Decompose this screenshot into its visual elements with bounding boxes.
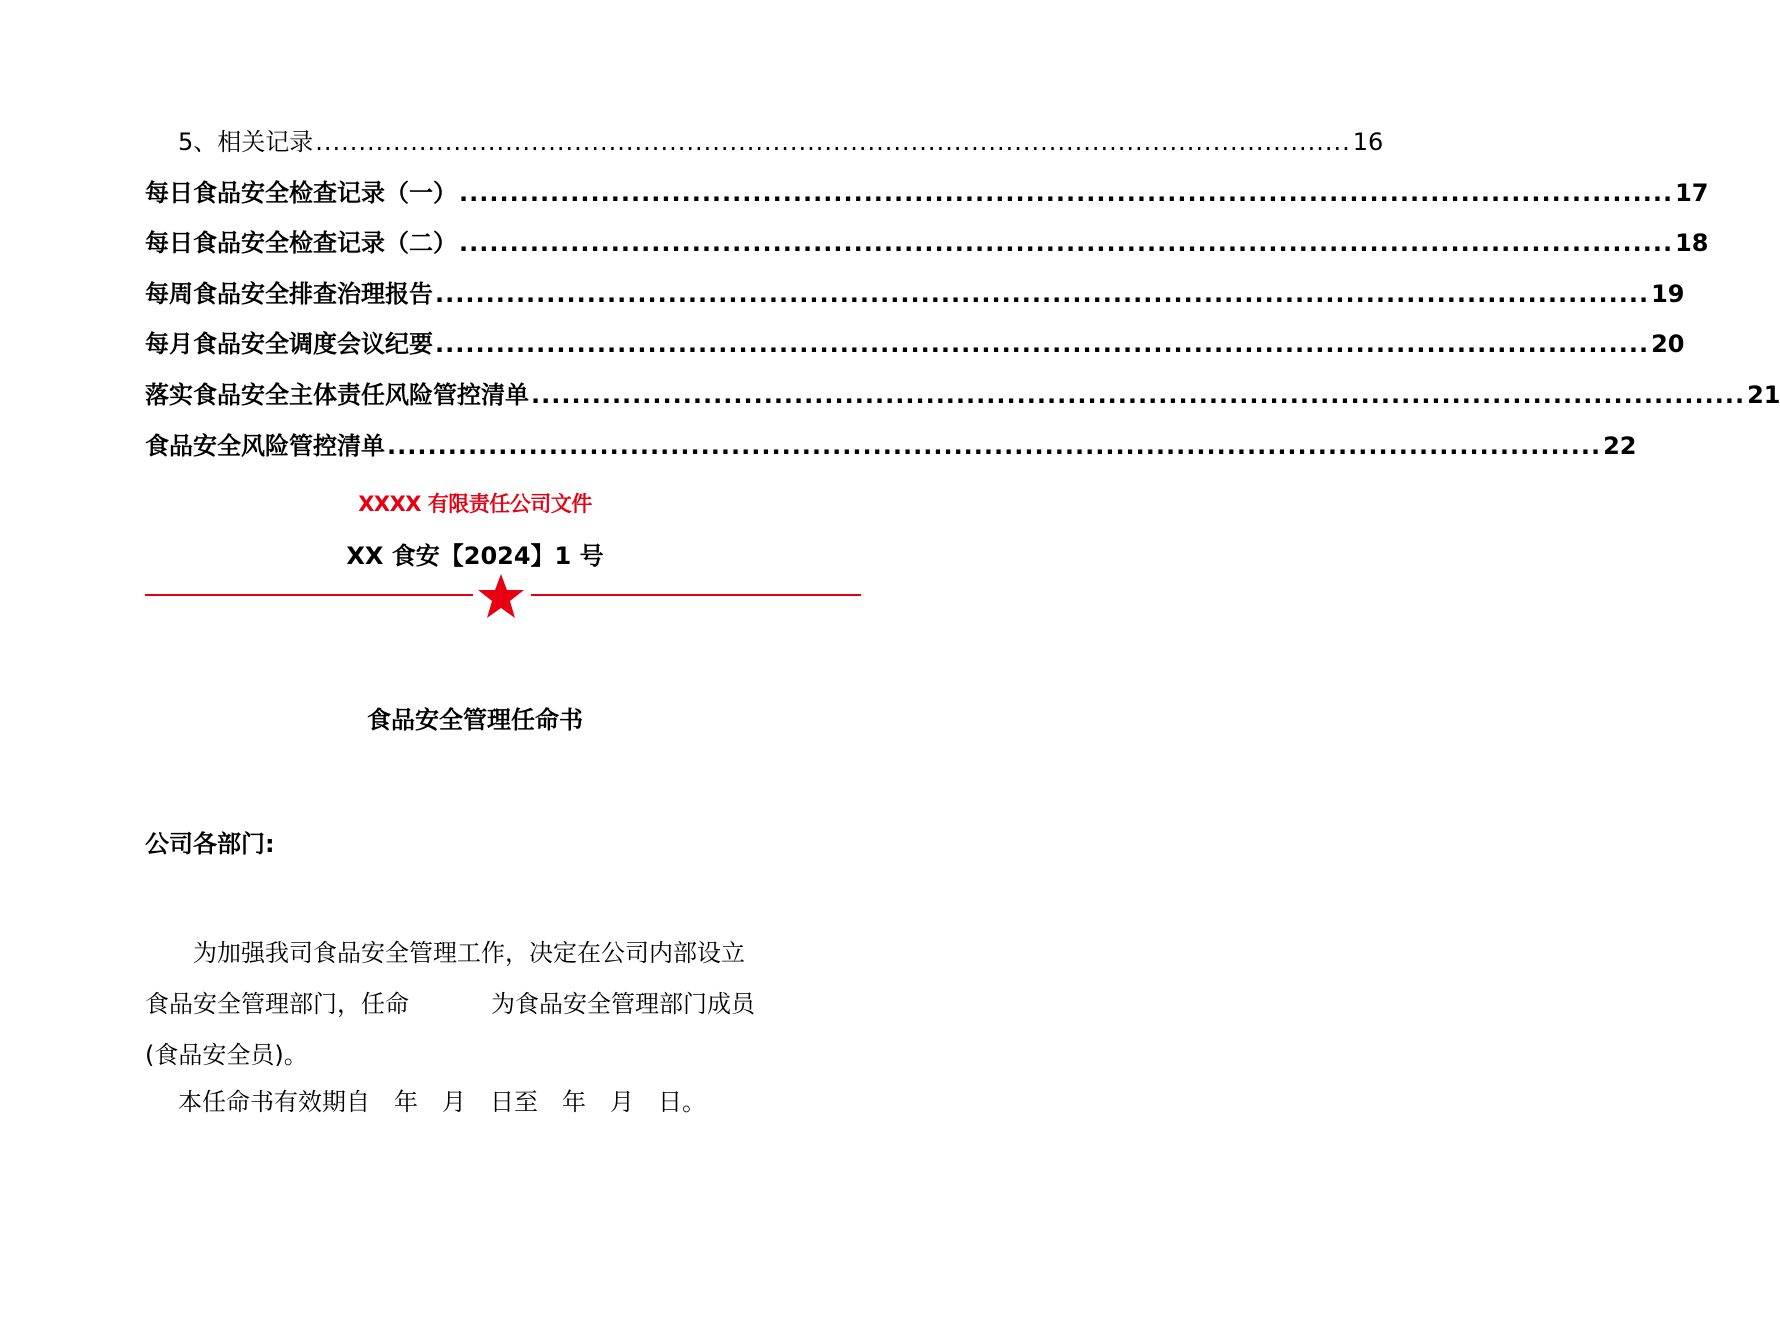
toc-entry[interactable] — [145, 274, 1685, 325]
paragraph-text-1: 为加强我司食品安全管理工作，决定在公司内部设立 — [193, 939, 745, 967]
toc-entry-page: 19 — [1651, 279, 1685, 308]
toc-entry-label: 5、相关记录 — [178, 128, 314, 156]
table-of-contents — [145, 122, 1780, 476]
toc-entry-page: 17 — [1675, 178, 1709, 207]
toc-dot-leader: ........................................................................................................................ — [435, 279, 1650, 308]
toc-entry-page: 16 — [1352, 128, 1384, 156]
toc-entry[interactable] — [145, 375, 1780, 426]
paragraph-line-2 — [145, 979, 810, 1030]
toc-entry-label: 每周食品安全排查治理报告 — [145, 279, 433, 308]
validity-year-start: 年 — [394, 1088, 418, 1116]
toc-entry-label: 落实食品安全主体责任风险管控清单 — [145, 380, 529, 409]
validity-prefix: 本任命书有效期自 — [178, 1088, 370, 1116]
toc-dot-leader: ........................................................................................................................ — [531, 380, 1746, 409]
toc-entry[interactable] — [145, 223, 1709, 274]
validity-month-start: 月 — [442, 1088, 466, 1116]
toc-entry-label: 食品安全风险管控清单 — [145, 431, 385, 460]
paragraph-line-3 — [145, 1030, 810, 1081]
toc-entry[interactable] — [145, 122, 1384, 173]
toc-entry[interactable] — [145, 324, 1685, 375]
paragraph-text-3: (食品安全员)。 — [145, 1041, 308, 1069]
toc-entry-page: 18 — [1675, 229, 1709, 258]
toc-entry-label: 每月食品安全调度会议纪要 — [145, 330, 433, 359]
toc-entry-label: 每日食品安全检查记录（一） — [145, 178, 457, 207]
toc-entry-page: 20 — [1651, 330, 1685, 359]
validity-period — [178, 1082, 706, 1117]
toc-entry-page: 21 — [1747, 380, 1780, 409]
paragraph-text-2a: 食品安全管理部门，任命 — [145, 990, 409, 1018]
toc-dot-leader: ........................................................................................................................ — [435, 330, 1650, 359]
validity-month-end: 月 — [610, 1088, 634, 1116]
toc-dot-leader: ........................................................................................................................ — [459, 178, 1674, 207]
paragraph-line-1 — [145, 928, 810, 979]
red-star-icon — [476, 573, 526, 619]
document-title: 食品安全管理任命书 — [367, 706, 583, 734]
appointment-paragraph — [145, 928, 810, 1081]
validity-day-end: 日。 — [658, 1088, 706, 1116]
red-divider-right — [531, 594, 861, 596]
toc-entry-page: 22 — [1603, 431, 1637, 460]
toc-dot-leader: ........................................................................................................................ — [387, 431, 1602, 460]
toc-entry[interactable] — [145, 426, 1637, 477]
salutation: 公司各部门: — [145, 830, 275, 858]
red-divider-left — [145, 594, 473, 596]
document-number: XX 食安【2024】1 号 — [346, 542, 604, 570]
toc-dot-leader: ........................................................................................................................ — [315, 128, 1351, 156]
paragraph-text-2b: 为食品安全管理部门成员 — [491, 990, 755, 1018]
toc-entry-label: 每日食品安全检查记录（二） — [145, 229, 457, 258]
issuer-header: XXXX 有限责任公司文件 — [358, 492, 592, 516]
toc-dot-leader: ........................................................................................................................ — [459, 229, 1674, 258]
toc-entry[interactable] — [145, 173, 1709, 224]
validity-day-start: 日至 — [490, 1088, 538, 1116]
validity-year-end: 年 — [562, 1088, 586, 1116]
